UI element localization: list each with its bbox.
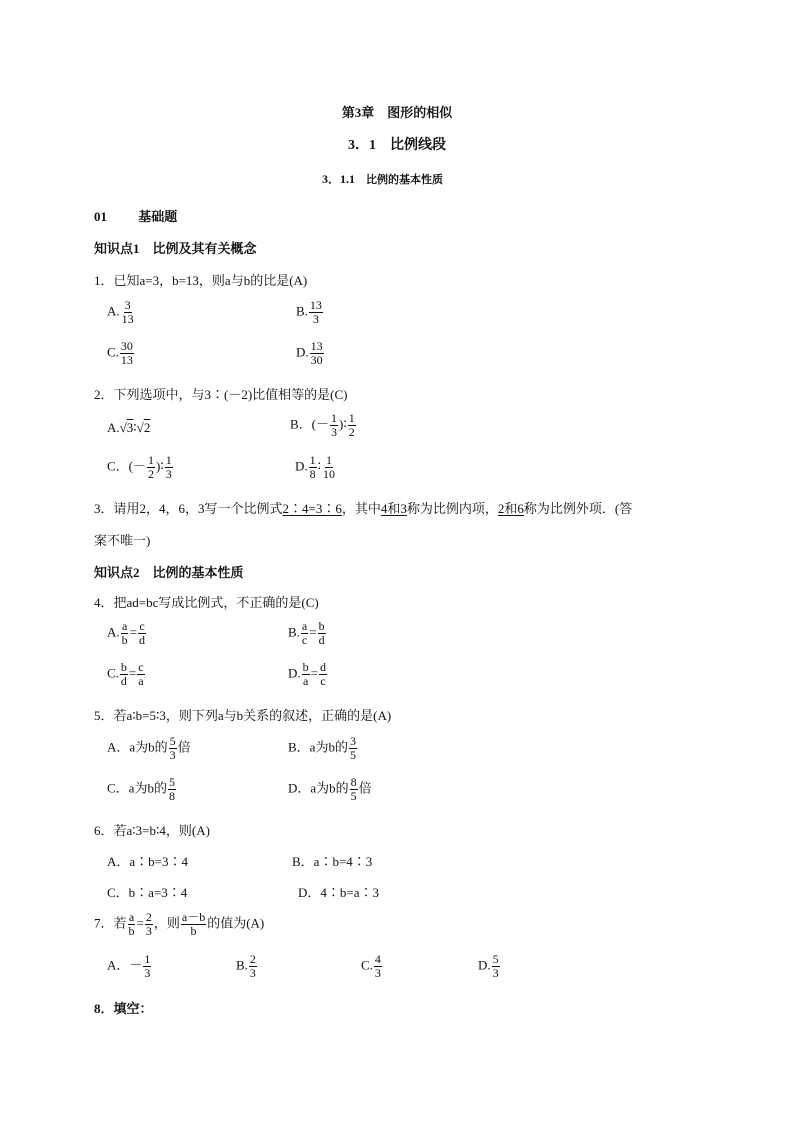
q6-option-b: B．a∶b=4∶3 [292, 854, 373, 869]
q5-option-d: D．a为b的 $\frac{8}{5}$ 倍 [288, 775, 372, 803]
section-title: 3．1 比例线段 [348, 138, 446, 153]
q6-option-c: C．b∶a=3∶4 [107, 885, 188, 900]
q7-option-a: A．－ $\frac{1}{3}$ [107, 952, 151, 980]
q5-option-a: A．a为b的 $\frac{5}{3}$ 倍 [107, 734, 191, 762]
q7-stem: 7．若 $\frac{a}{b}$ = $\frac{2}{3}$ ，则 $\frac{a-b}{b}$ 的值为(A) [94, 910, 265, 938]
q4-option-c: C. $\frac{b}{d}$ = $\frac{c}{a}$ [107, 660, 144, 688]
q3-line1: 3．请用2，4，6，3写一个比例式2∶4=3∶6，其中4和3称为比例内项，2和6称为比例外项．(答 [94, 501, 633, 516]
q2-stem: 2．下列选项中，与3∶(－2)比值相等的是(C) [94, 387, 348, 402]
q5-option-b: B．a为b的 $\frac{3}{5}$ [288, 734, 356, 762]
subsection-number: 3．1.1 [322, 172, 356, 186]
q4-option-b: B. $\frac{a}{c}$ = $\frac{b}{d}$ [288, 619, 325, 647]
q6-option-d: D．4∶b=a∶3 [298, 885, 379, 900]
q5-option-c: C．a为b的 $\frac{5}{8}$ [107, 775, 175, 803]
q3-answer-inner: 4和3 [380, 501, 407, 516]
q1-option-c: C. $\frac{30}{13}$ [107, 339, 133, 367]
q2-option-b: B．(－ $\frac{1}{3}$ )∶ $\frac{1}{2}$ [290, 411, 355, 439]
q7-option-d: D. $\frac{5}{3}$ [478, 952, 499, 980]
q1-option-a: A. $\frac{3}{13}$ [107, 298, 134, 326]
knowledge-point-2: 知识点2 比例的基本性质 [94, 565, 244, 580]
part-heading [94, 206, 177, 225]
part-title: 基础题 [138, 209, 178, 224]
q4-option-a: A. $\frac{a}{b}$ = $\frac{c}{d}$ [107, 619, 145, 647]
subsection-label: 比例的基本性质 [366, 174, 444, 186]
q4-option-d: D. $\frac{b}{a}$ = $\frac{d}{c}$ [288, 660, 326, 688]
q3-answer-proportion: 2∶4=3∶6 [282, 501, 342, 516]
q2-option-a: A.√3∶√2 [107, 420, 151, 435]
q2-option-d: D. $\frac{1}{8}$ ∶ $\frac{1}{10}$ [295, 453, 336, 481]
q2-option-c: C．(－ $\frac{1}{2}$ )∶ $\frac{1}{3}$ [107, 453, 172, 481]
q5-stem: 5．若a∶b=5∶3，则下列a与b关系的叙述，正确的是(A) [94, 708, 392, 723]
subsection-title [322, 170, 443, 187]
q8-stem: 8．填空： [94, 1001, 153, 1016]
chapter-title: 第3章 图形的相似 [341, 105, 453, 120]
q6-stem: 6．若a∶3=b∶4，则(A) [94, 823, 210, 838]
q7-option-b: B. $\frac{2}{3}$ [236, 952, 256, 980]
q7-option-c: C. $\frac{4}{3}$ [361, 952, 381, 980]
knowledge-point-1: 知识点1 比例及其有关概念 [94, 241, 257, 256]
q3-line2: 案不唯一) [94, 533, 151, 548]
q6-option-a: A．a∶b=3∶4 [107, 854, 188, 869]
part-number: 01 [94, 209, 107, 224]
q1-option-b: B. $\frac{13}{3}$ [296, 298, 322, 326]
q3-answer-outer: 2和6 [497, 501, 524, 516]
q4-stem: 4．把ad=bc写成比例式，不正确的是(C) [94, 595, 319, 610]
q1-option-d: D. $\frac{13}{30}$ [296, 339, 323, 367]
q1-stem: 1．已知a=3，b=13，则a与b的比是(A) [94, 273, 308, 288]
